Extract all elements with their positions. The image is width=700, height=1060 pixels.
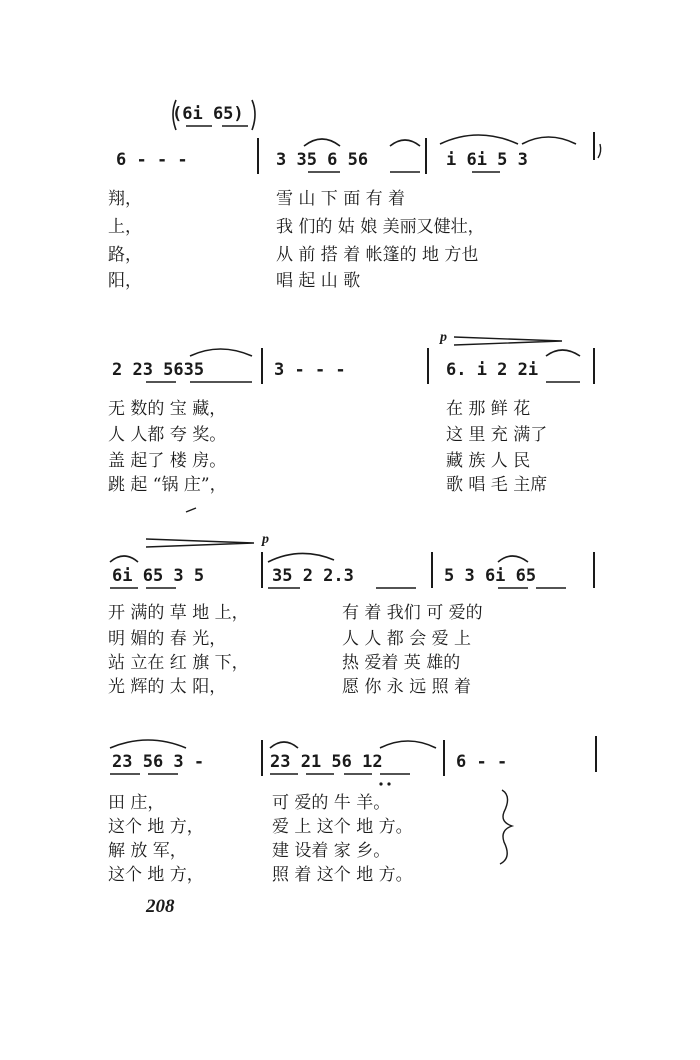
ink-mark xyxy=(186,508,196,512)
lyric-line: 愿 你 永 远 照 着 xyxy=(342,677,472,697)
notation-bar-1: 23 56 3 - xyxy=(112,752,205,772)
slur xyxy=(268,553,334,562)
notation-bar-2: 35 2 2.3 xyxy=(272,566,354,586)
lyric-line: 热 爱着 英 雄的 xyxy=(342,653,461,673)
lyric-line: 我 们的 姑 娘 美丽又健壮， xyxy=(276,217,485,237)
lyric-line: 上， xyxy=(108,217,142,237)
parenthesis xyxy=(173,100,176,130)
lyric-line: 田 庄， xyxy=(108,793,165,813)
slur xyxy=(380,741,436,748)
hairpin xyxy=(454,337,562,345)
lyric-line: 这个 地 方， xyxy=(108,865,204,885)
lyric-line: 解 放 军， xyxy=(108,841,187,861)
lyric-line: 光 辉的 太 阳， xyxy=(108,677,227,697)
slur xyxy=(390,140,420,146)
brace xyxy=(500,790,512,864)
lyric-line: 可 爱的 牛 羊。 xyxy=(272,793,391,813)
notation-bar-2: 3 35 6 56 xyxy=(276,150,369,170)
lyric-line: 在 那 鲜 花 xyxy=(446,399,531,419)
lyric-line: 明 媚的 春 光， xyxy=(108,629,227,649)
lyric-line: 翔， xyxy=(108,189,142,209)
notation-bar-1: 6i 65 3 5 xyxy=(112,566,205,586)
notation-bar-1: 2 23 5635 xyxy=(112,360,205,380)
intro-phrase: (6i 65) xyxy=(172,104,244,124)
slur xyxy=(498,556,528,562)
notation-bar-1: 6 - - - xyxy=(116,150,188,170)
lyric-line: 歌 唱 毛 主席 xyxy=(446,475,548,495)
octave-dot xyxy=(379,782,382,785)
notation-bar-3: 6 - - xyxy=(456,752,508,772)
slur xyxy=(110,740,186,748)
lyric-line: 藏 族 人 民 xyxy=(446,451,531,471)
lyric-line: 有 着 我们 可 爱的 xyxy=(342,603,483,623)
dynamic-marking: p xyxy=(440,330,447,345)
lyric-line: 照 着 这个 地 方。 xyxy=(272,865,413,885)
lyric-line: 从 前 搭 着 帐篷的 地 方也 xyxy=(276,245,479,265)
lyric-line: 开 满的 草 地 上， xyxy=(108,603,249,623)
lyric-line: 盖 起了 楼 房。 xyxy=(108,451,227,471)
slur xyxy=(440,135,518,144)
slur xyxy=(270,742,298,748)
lyric-line: 爱 上 这个 地 方。 xyxy=(272,817,413,837)
dynamic-marking: p xyxy=(262,532,269,547)
notation-bar-2: 23 21 56 12 xyxy=(270,752,383,772)
lyric-line: 阳， xyxy=(108,271,142,291)
lyric-line: 跳 起 “锅 庄”， xyxy=(108,475,227,495)
slur xyxy=(522,137,576,144)
lyric-line: 建 设着 家 乡。 xyxy=(272,841,391,861)
lyric-line: 路， xyxy=(108,245,142,265)
trailing-mark xyxy=(598,144,601,158)
octave-dot xyxy=(387,782,390,785)
lyric-line: 人 人 都 会 爱 上 xyxy=(342,629,472,649)
lyric-line: 无 数的 宝 藏， xyxy=(108,399,227,419)
lyric-line: 这个 地 方， xyxy=(108,817,204,837)
notation-bar-3: 5 3 6i 65 xyxy=(444,566,537,586)
notation-bar-3: i 6i 5 3 xyxy=(446,150,528,170)
slur xyxy=(190,349,252,356)
notation-bar-2: 3 - - - xyxy=(274,360,346,380)
lyric-line: 这 里 充 满了 xyxy=(446,425,548,445)
hairpin xyxy=(146,539,254,547)
lyric-line: 唱 起 山 歌 xyxy=(276,271,361,291)
page-number: 208 xyxy=(146,896,175,917)
slur xyxy=(546,350,580,356)
slur xyxy=(304,139,340,146)
lyric-line: 雪 山 下 面 有 着 xyxy=(276,189,406,209)
slur xyxy=(110,556,138,562)
parenthesis xyxy=(252,100,255,130)
lyric-line: 人 人都 夸 奖。 xyxy=(108,425,227,445)
notation-bar-3: 6. i 2 2i xyxy=(446,360,539,380)
lyric-line: 站 立在 红 旗 下， xyxy=(108,653,249,673)
